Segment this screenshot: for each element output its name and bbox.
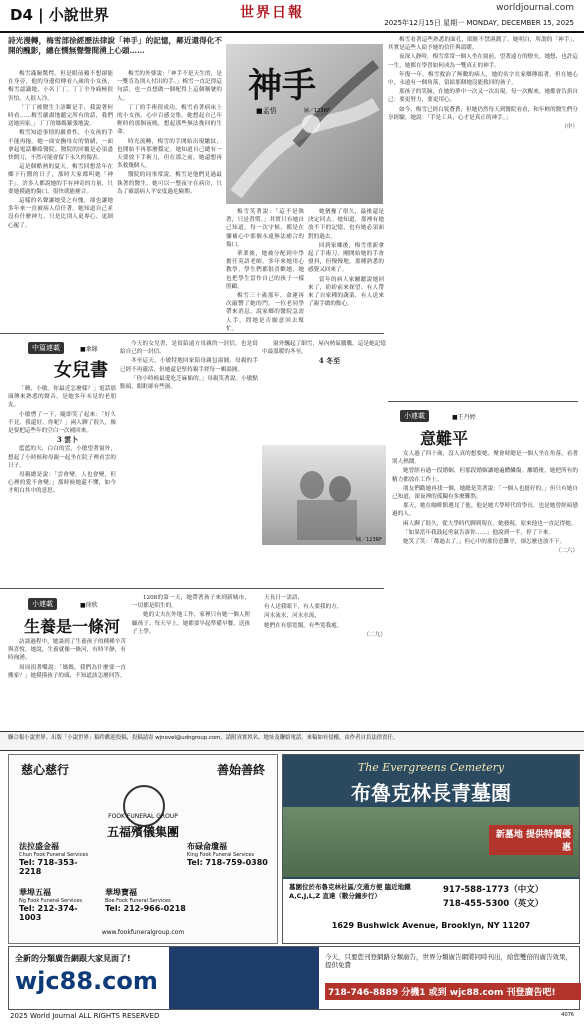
funeral-slogan-right: 善始善終	[216, 763, 265, 777]
story2-column-3	[262, 340, 386, 440]
paragraph: 母親總是說：「雲會變，人也會變，但心裡的愛不會變。」那時候她還不懂，如今才明白其中的意思。	[8, 472, 116, 495]
wjc88-ad[interactable]	[8, 946, 580, 1010]
funeral-group-title: 五福殯儀集團	[106, 825, 179, 839]
home-tel: Tel: 718-353-2218	[19, 858, 78, 876]
paragraph: 她的丈夫在外地工作，家裡只有她一個人照顧孩子。每天早上，她都要早起準備早餐，送孩子上學。	[132, 612, 250, 635]
paragraph: 兩人聊了很久，從大學時代聊到現在。她發現，原來他也一直記得她。	[403, 520, 577, 527]
cemetery-photo	[283, 807, 579, 877]
lead-column-3	[226, 208, 304, 332]
funeral-slogan-left: 慈心慈行	[21, 763, 70, 777]
home-name: 布碌侖瓊福	[187, 842, 227, 851]
cemetery-en-title: The Evergreens Cemetery	[357, 761, 505, 774]
lead-author: ■孟悟	[256, 107, 277, 115]
paragraph: （二六）	[555, 548, 578, 555]
story2-tag: 中篇連載	[28, 342, 64, 354]
home-tel: Tel: 718-759-0380	[187, 858, 268, 867]
wjc88-phone[interactable]: 718-746-8889 分機1 或到 wjc88.com 刊登廣告吧!	[325, 983, 581, 1000]
paragraph: （二九）	[363, 631, 386, 638]
paragraph: 這樣的名聲讓她受之有愧，卻也讓她多年來一直被病人信任著。她知道自己並沒有什麼神力，只是比別人更專心、更細心罷了。	[8, 198, 113, 229]
lead-column-4	[308, 208, 384, 328]
couple-illustration	[262, 445, 386, 545]
story2-title: 女兒書	[54, 360, 108, 381]
funeral-website[interactable]: www.fookfuneralgroup.com	[101, 929, 185, 936]
section-divider	[388, 401, 578, 402]
cemetery-phone-en[interactable]: 718-455-5300（英文）	[443, 899, 544, 909]
paragraph: 窗外飄起了細雪，屋內熱氣騰騰，這是她記憶中最溫暖的冬至。	[262, 341, 386, 356]
cemetery-info: 墓園位於布魯克林社區/交通方便 臨近地鐵 A,C,J,L,Z 直達（數分鐘步行）	[289, 883, 411, 900]
funeral-home-4[interactable]	[105, 887, 205, 913]
illustration-credit: 圖／123RF	[304, 108, 330, 114]
paragraph: 「你小時候最愛吃芝麻餡的。」母親笑著說。小敏點點頭，眼眶卻有些濕。	[120, 375, 258, 391]
paragraph: 今天的女兒書，是寫給遠方母親的一封信，也是寫給自己的一封信。	[120, 341, 258, 356]
paragraph: 她曾經有過一段婚姻，但那段婚姻讓她遍體鱗傷。離婚後，她把所有的精力都放在工作上。	[392, 468, 578, 483]
story2-author: ■傘緣	[80, 346, 98, 353]
home-name: 華埠五福	[19, 888, 51, 897]
funeral-home-1[interactable]	[19, 841, 99, 876]
copyright: 2025 World Journal ALL RIGHTS RESERVED	[10, 1012, 160, 1020]
story2-illustration	[262, 445, 386, 545]
home-tel: Tel: 212-374-1003	[19, 904, 78, 922]
paragraph: 華業後，她被分配到中學擔任英語老師。多年來她用心教學，學生們都很喜歡她，她也把學生當作自己的孩子一樣照顧。	[226, 251, 304, 290]
cemetery-info-panel	[283, 879, 579, 943]
paragraph: （中）	[561, 124, 578, 131]
funeral-group-en: FOOK FUNERAL GROUP	[108, 813, 178, 820]
paragraph: 1208的第一天，她帶著孩子來到新城市，一切都是陌生的。	[132, 595, 250, 610]
paragraph: 梅雪的外婆說：「神手不是天生的，是一雙肯為別人付出的手。」梅雪一直記得這句話，也一直想做一個配得上這個稱號的人。	[117, 71, 222, 102]
home-en: Ng Fook Funeral Services	[19, 898, 83, 904]
paragraph: 梅雪滿臉驚愕。但是眼前賴不想卻能在身旁，他的身邊似傳看八歲的小女孩，梅雪認識她，小名丁丁。丁丁全身痛極很害怕，人很人冷。	[8, 71, 113, 102]
paragraph: 梅雪三十歲那年，命運再次敲響了她的門。一位老同學帶來消息，說家鄉的醫院急需人手，問她是否願意回去幫忙。	[226, 293, 304, 332]
funeral-group-ad[interactable]	[8, 754, 278, 944]
page-section-label: D4 | 小說世界	[10, 6, 109, 24]
cemetery-address: 1629 Bushwick Avenue, Brooklyn, NY 11207	[331, 921, 531, 930]
story2-column-1	[8, 385, 116, 585]
story3-column-3	[256, 594, 386, 726]
story3-column-2	[132, 594, 250, 726]
paragraph: 年復一年，梅雪救治了無數的病人，她的名字在家鄉傳頌著。但在她心中，永遠有一個角落，留給那個她沒能救回的孩子。	[388, 71, 578, 87]
story3-tag: 小連載	[28, 598, 57, 610]
header-rule	[0, 31, 584, 33]
paragraph: 小敏愣了一下，隨即笑了起來：「好久不見，我還好，你呢？」兩人聊了很久，像是要把這些年的空白一次補回來。	[8, 411, 116, 435]
story3-column-1	[8, 638, 126, 726]
funeral-home-3[interactable]	[19, 887, 99, 922]
paragraph: 梅雪笑著說：「這不是執著，只是習慣。」其實只有她自己知道，每一次守候，都是在彌補心中那個永遠無法癒合的傷口。	[226, 209, 304, 248]
lead-title: 神手	[248, 66, 316, 106]
wjc88-logo[interactable]: wjc88.com	[15, 967, 158, 995]
section-divider	[0, 333, 384, 334]
lead-column-5	[388, 36, 578, 396]
paragraph: 回到家鄉後，梅雪重新拿起了手術刀。剛開始她的手會發抖，但慢慢地，那種熟悉的感覺又回來了。	[308, 242, 384, 274]
story4-tag: 小連載	[400, 410, 429, 422]
lead-column-1	[8, 70, 113, 328]
submission-notice	[0, 731, 584, 751]
paragraph: 「丁丁被醫生主診斷是手，我說著何時看……梅雪嚴肅地聽完所有的話，我們送她回家。」丁丁的媽媽緊張地說。	[8, 104, 113, 128]
story2-credit: 圖／123RF	[356, 537, 382, 543]
paragraph: 當年的病人家屬聽說她回來了，紛紛前來探望。有人帶來了自家種的蔬菜，有人送來了親手做的點心。	[308, 276, 384, 308]
paragraph: 「嗨，小敏。你最近怎麼樣？」電話那頭傳來熟悉的聲音，是她多年未見的老朋友。	[8, 386, 116, 409]
paragraph: 訪談過程中，她談到了生養孩子的種種辛苦與喜悅。她說，生養就像一條河，有時平靜，有時洶湧。	[8, 639, 126, 662]
paragraph: 梅雪知道事情的嚴重性，小女孩的手不能再拖。她一面安撫母女的情緒，一面拿起電話聯絡醫院。醫院的回覆是必須盡快開刀，不然可能會留下永久的傷害。	[8, 130, 113, 162]
website-link[interactable]: worldjournal.com	[496, 3, 574, 13]
story2-column-2	[120, 340, 258, 585]
fook-logo-icon	[123, 785, 165, 827]
cemetery-zh-title: 布魯克林長青墓園	[351, 781, 511, 805]
lead-column-2	[117, 70, 222, 328]
section-divider	[0, 588, 384, 589]
cemetery-phone-zh[interactable]: 917-588-1773（中文）	[443, 885, 544, 895]
paragraph: 她猶豫了很久，最後還是決定回去。她知道，那裡有她放不下的記憶，也有她必須面對的過去。	[308, 209, 384, 240]
poem-line: 河水流水，河水水流，	[264, 613, 320, 620]
lead-illustration	[226, 44, 383, 204]
paragraph: 「如果當年我鼓起勇氣告訴你……」他說到一半，停了下來。	[403, 529, 555, 536]
home-name: 華埠寶福	[105, 888, 137, 897]
page-code: 4076	[561, 1012, 574, 1018]
masthead: 世界日報	[240, 5, 304, 21]
paragraph: 如今，梅雪已經白髮蒼蒼，但她仍然每天到醫院看看，和年輕的醫生們分享經驗。她說：「手是工具，心才是真正的神手。」	[388, 106, 579, 121]
home-en: Chun Fook Funeral Services	[19, 852, 89, 858]
funeral-home-2[interactable]	[187, 841, 271, 867]
episode-heading: 4 冬至	[318, 356, 341, 366]
page-header	[0, 0, 584, 40]
paragraph: 時光流轉，梅雪的手開始出現皺紋，也開始不再那麼穩定。她知道自己總有一天要放下手術刀，但在那之前，她還想再多救幾個人。	[117, 138, 222, 170]
poem-line: 她們在有那宽闊，有些宽我處。	[264, 622, 343, 629]
story3-title: 生養是一條河	[24, 617, 121, 636]
episode-heading: 3 雲卜	[56, 435, 79, 445]
lead-kicker: 詩光漫轉，梅雪部徐經歷法律說「神手」的記憶，鄰近還得化不開的醜影，總在憫無聲聲間湧上心頭……	[8, 36, 222, 55]
notice-text: 聯合報小說世界。出版「小說世界」稿件歡迎投稿，投稿請寄 wjnovel@udngroup.com，請附真實姓名、地址及聯絡電話。來稿如有侵權，由作者自負法律責任。	[8, 735, 399, 741]
paragraph: 藍藍的天，白白的雲，小敏望著窗外，想起了小時候和母親一起坐在院子裡看雲的日子。	[8, 446, 116, 469]
paragraph: 丁丁的手術很成功，梅雪看著病床上的小女孩，心中百感交集。她想起自己年輕時的那個夜晚，想起那些無法挽回的生命。	[117, 104, 222, 136]
story4-author: ■王丹婷	[452, 414, 476, 421]
home-en: King Fook Funeral Services	[187, 852, 255, 858]
paragraph: 這是個酷熱的夏天，梅雪回想當年在鄉下行醫的日子，那時大家都叫她「神手」。許多人都說她的手有神奇的力量，只要她摸過的傷口，很快就能癒合。	[8, 164, 113, 195]
wjc88-tagline: 今天，只要您刊登網路分類廣告，世界分類廣告網將同時刊出，給您雙倍的廣告效果，提供免費	[325, 953, 572, 969]
poem-line: 有人送我眼下，有人要我的方，	[264, 604, 343, 611]
paragraph: 女人過了四十歲，沒人真的想要她。聚會時總是一個人坐在角落，看著別人熱鬧。	[392, 451, 578, 466]
paragraph: 那天，她在咖啡館遇見了他。他是她大學時代的學長，也是她曾經暗戀過的人。	[392, 503, 578, 518]
paragraph: 朋友們勸她再找一個，她總是笑著說：「一個人也挺好的。」但只有她自己知道，深夜裡的孤獨有多麼難熬。	[392, 485, 578, 501]
dateline: 2025年12月15日 星期一 MONDAY, DECEMBER 15, 2025	[384, 19, 574, 27]
paragraph: 周周捐著嘴說：「媽媽，我們為什麼要一直搬家？」她摸摸孩子的頭，不知道該怎麼回答。	[8, 664, 126, 679]
home-en: Boe Fook Funeral Services	[105, 898, 171, 904]
wjc88-lead: 全新的分類廣告網跟大家見面了!	[15, 954, 131, 963]
cemetery-ad[interactable]	[282, 754, 580, 944]
paragraph: 她笑了笑：「都過去了。」但心中的那份意難平，卻怎麼也放不下。	[403, 539, 566, 546]
paragraph: 那孩子的笑臉，在她的夢中一次又一次出現。每一次醒來，她都會告訴自己：要更努力，要更用心。	[388, 89, 579, 104]
home-name: 法拉盛金福	[19, 842, 59, 851]
wjc88-feature-panel	[169, 947, 319, 1009]
paragraph: 夜深人靜時，梅雪常常一個人坐在窗前，望著遠方的燈火。她想，也許這一生，她都在學習如何成為一雙真正的神手。	[388, 54, 579, 69]
story3-author: ■徐欣	[80, 602, 98, 609]
cemetery-offer: 新墓地 提供特價優惠	[489, 825, 573, 855]
home-tel: Tel: 212-966-0218	[105, 904, 186, 913]
story4-title: 意難平	[420, 429, 469, 448]
poem-line: 天長日一語語，	[264, 595, 304, 601]
paragraph: 醫院的同事常說，梅雪是他們見過最執著的醫生。她可以一整夜守在病房，只為了確認病人平安度過危險期。	[117, 172, 222, 195]
paragraph: 梅雪看著這些熟悉的面孔，眼眶不禁濕潤了。她明白，所謂的「神手」，其實是這些人給予她的信任與溫暖。	[388, 37, 578, 52]
paragraph: 冬至這天，小敏特地回家陪母親包湯圓。母親的手已經不再靈活，但她還是堅持親手搓每一顆湯圓。	[120, 358, 258, 373]
story4-body	[392, 450, 578, 726]
